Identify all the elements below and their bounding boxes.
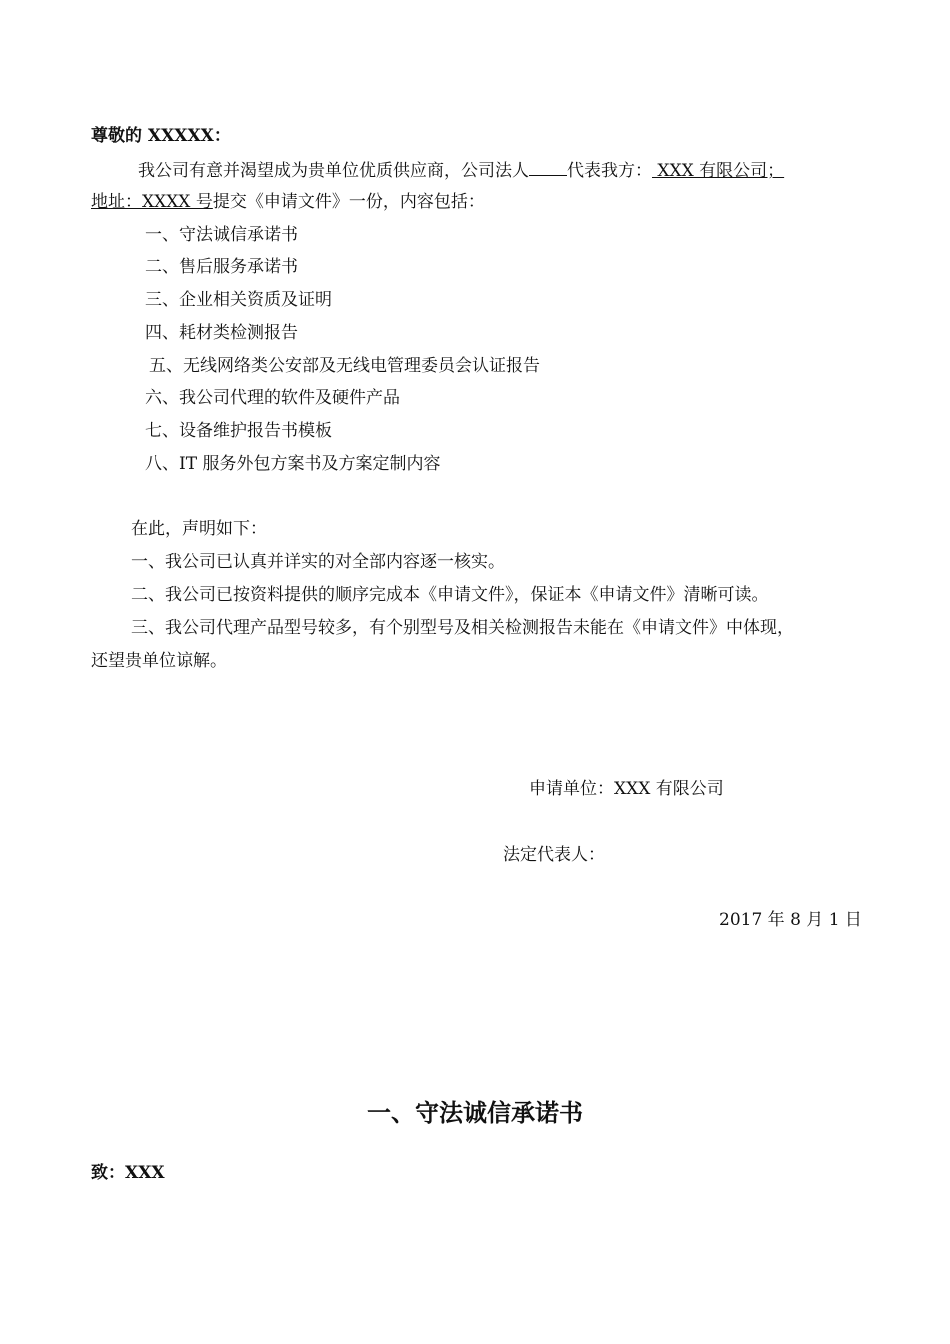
intro-text-2: 代表我方： <box>567 161 652 181</box>
salutation: 尊敬的 XXXXX： <box>91 126 231 146</box>
company-address: 地址：XXXX 号 <box>91 192 213 212</box>
declaration-intro: 在此，声明如下： <box>131 519 267 539</box>
contents-item: 六、我公司代理的软件及硬件产品 <box>145 388 400 408</box>
contents-item: 五、无线网络类公安部及无线电管理委员会认证报告 <box>149 356 540 376</box>
declaration-continuation: 还望贵单位谅解。 <box>91 651 227 671</box>
contents-item: 四、耗材类检测报告 <box>145 323 298 343</box>
contents-item: 七、设备维护报告书模板 <box>145 421 332 441</box>
declaration-item: 三、我公司代理产品型号较多，有个别型号及相关检测报告未能在《申请文件》中体现， <box>131 618 794 638</box>
applicant-unit: 申请单位：XXX 有限公司 <box>529 779 724 799</box>
section-title: 一、守法诚信承诺书 <box>367 1098 583 1127</box>
legal-person-blank <box>529 157 567 176</box>
intro-line-1 <box>138 157 784 183</box>
declaration-item: 一、我公司已认真并详实的对全部内容逐一核实。 <box>131 552 505 572</box>
contents-item: 二、售后服务承诺书 <box>145 257 298 277</box>
contents-item: 三、企业相关资质及证明 <box>145 290 332 310</box>
intro-text-1: 我公司有意并渴望成为贵单位优质供应商，公司法人 <box>138 161 529 181</box>
intro-line-2 <box>91 190 485 214</box>
intro-text-3: 提交《申请文件》一份，内容包括： <box>212 192 485 212</box>
legal-representative: 法定代表人： <box>503 845 605 865</box>
letter-date: 2017 年 8 月 1 日 <box>719 910 862 930</box>
company-name: XXX 有限公司； <box>652 161 785 181</box>
contents-item: 八、IT 服务外包方案书及方案定制内容 <box>145 454 441 474</box>
contents-item: 一、守法诚信承诺书 <box>145 225 298 245</box>
declaration-item: 二、我公司已按资料提供的顺序完成本《申请文件》，保证本《申请文件》清晰可读。 <box>131 585 769 605</box>
addressee: 致：XXX <box>91 1163 165 1183</box>
